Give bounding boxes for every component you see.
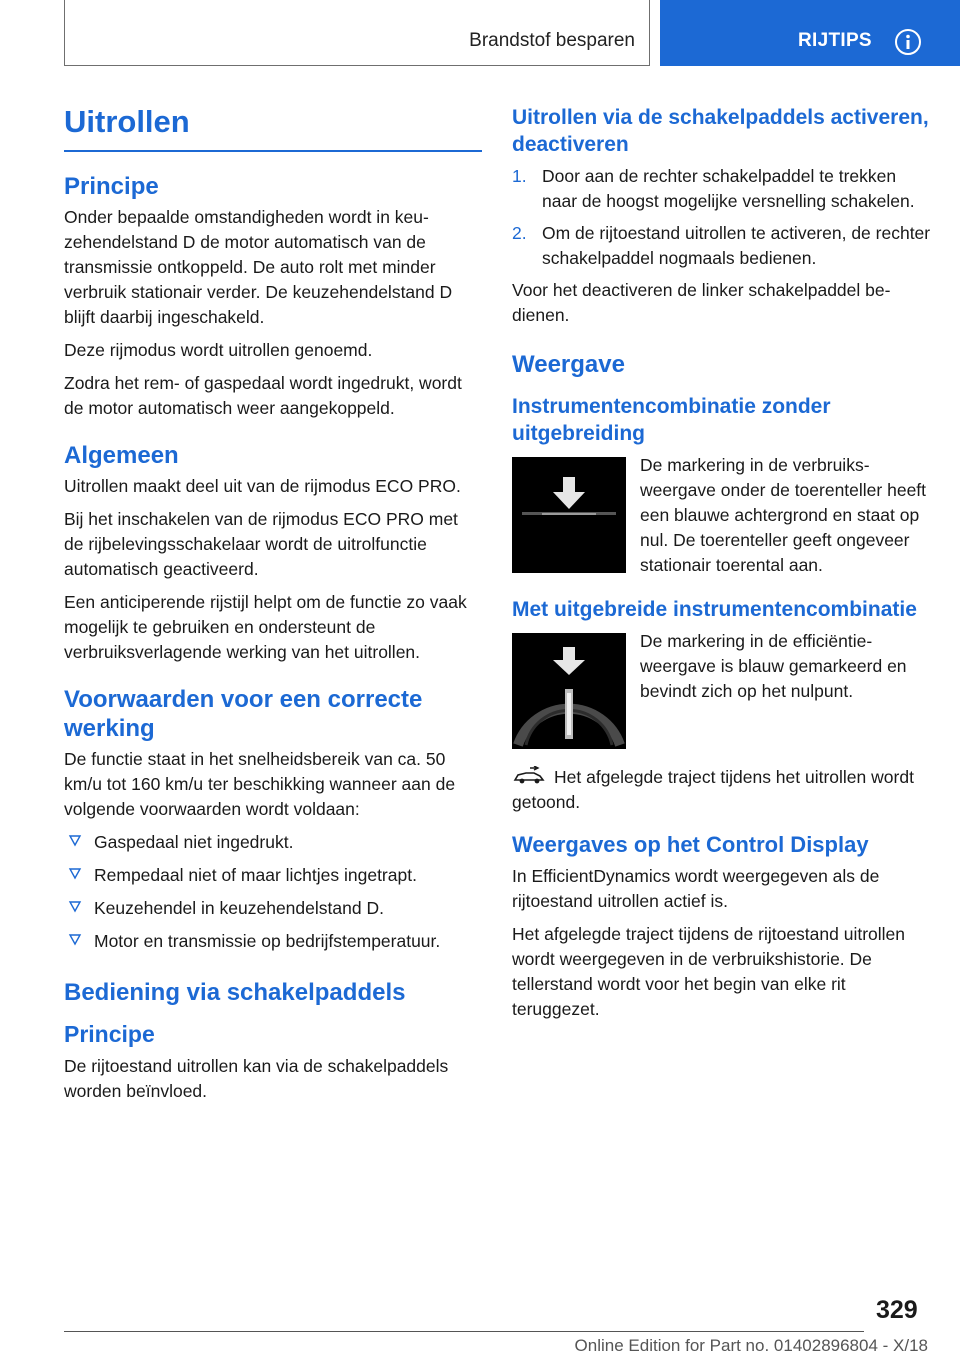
list-item-text: Motor en transmissie op bedrijfstemperatuur.	[94, 931, 441, 951]
list-item-text: Rempedaal niet of maar lichtjes ingetrapt.	[94, 865, 417, 885]
extended-cluster-image	[512, 633, 626, 749]
paragraph: Deze rijmodus wordt uitrollen genoemd.	[64, 340, 373, 360]
header-tab-rijtips[interactable]	[660, 0, 960, 66]
paragraph: Een anticiperende rijstijl helpt om de functie zo vaak mogelijk te gebruiken en ondersteunt de verbruiksverlagende werking van het uitrollen.	[64, 592, 467, 662]
step-text: Om de rijtoestand uitrollen te activeren, de rechter schakelpaddel nogmaals bedienen.	[542, 223, 931, 268]
step-number: 2.	[512, 223, 527, 243]
coasting-car-icon	[512, 766, 546, 786]
step-text: Door aan de rechter schakelpaddel te trekken naar de hoogst mogelijke versnelling schakelen.	[542, 166, 915, 211]
section-title: Brandstof besparen	[469, 30, 635, 51]
triangle-bullet-icon	[68, 834, 82, 848]
steps-list	[512, 164, 932, 271]
conditions-list	[64, 830, 482, 954]
triangle-bullet-icon	[68, 900, 82, 914]
figure-row-basic	[512, 457, 932, 578]
triangle-bullet-icon	[68, 933, 82, 947]
heading-bediening: Bediening via schakelpaddels	[64, 979, 406, 1006]
figure-row-extended	[512, 633, 932, 749]
left-column	[64, 100, 482, 1112]
edition-text: Online Edition for Part no. 01402896804 - X/18	[574, 1336, 928, 1355]
list-item-text: Keuzehendel in keuzehendelstand D.	[94, 898, 384, 918]
info-circle-icon[interactable]	[894, 28, 922, 56]
page-title: Uitrollen	[64, 100, 482, 152]
heading-zonder-uitbreiding: Instrumentencombinatie zonder uitgebreiding	[512, 395, 831, 445]
figure-caption: De markering in de verbruiksweergave onder de toerenteller heeft een blauwe achtergrond en staat op nul. De toerenteller geeft ongeveer stationair toerental aan.	[640, 455, 927, 575]
footer-divider	[64, 1331, 864, 1332]
list-item-text: Gaspedaal niet ingedrukt.	[94, 832, 294, 852]
triangle-bullet-icon	[68, 867, 82, 881]
basic-cluster-image	[512, 457, 626, 573]
step-item	[512, 221, 932, 271]
right-column	[512, 100, 932, 1030]
step-number: 1.	[512, 166, 527, 186]
heading-control-display: Weergaves op het Control Display	[512, 832, 869, 857]
paragraph: Uitrollen maakt deel uit van de rijmodus ECO PRO.	[64, 476, 461, 496]
paragraph: Zodra het rem- of gaspedaal wordt ingedrukt, wordt de motor automatisch weer aangekoppeld.	[64, 373, 462, 418]
paragraph: De functie staat in het snelheidsbereik van ca. 50 km/u tot 160 km/u ter beschikking wanneer aan de volgende voorwaarden wordt voldaan:	[64, 749, 456, 819]
heading-principe: Principe	[64, 173, 159, 200]
heading-met-uitbreiding: Met uitgebreide instrumentencombinatie	[512, 598, 917, 621]
figure-caption: De markering in de efficiëntieweergave is blauw gemarkeerd en bevindt zich op het nulpunt.	[640, 631, 907, 701]
step-item	[512, 164, 932, 214]
heading-activeren: Uitrollen via de schakelpaddels activeren, deactiveren	[512, 106, 929, 156]
paragraph-traject	[512, 765, 932, 815]
heading-voorwaarden: Voorwaarden voor een correcte werking	[64, 686, 423, 742]
paragraph: Voor het deactiveren de linker schakelpaddel bedienen.	[512, 280, 891, 325]
list-item	[64, 830, 482, 855]
paragraph: De rijtoestand uitrollen kan via de schakelpaddels worden beïnvloed.	[64, 1056, 449, 1101]
paragraph: Het afgelegde traject tijdens de rijtoestand uitrollen wordt weergegeven in de verbruikshistorie. De tellerstand wordt voor het begin van elke rit teruggezet.	[512, 924, 906, 1019]
heading-algemeen: Algemeen	[64, 442, 179, 469]
heading-bediening-principe: Principe	[64, 1021, 155, 1047]
list-item	[64, 863, 482, 888]
traject-text: Het afgelegde traject tijdens het uitrollen wordt getoond.	[512, 767, 914, 812]
tab-label: RIJTIPS	[798, 30, 872, 51]
paragraph: In EfficientDynamics wordt weergegeven als de rijtoestand uitrollen actief is.	[512, 866, 880, 911]
page-number: 329	[876, 1296, 918, 1324]
heading-weergave: Weergave	[512, 351, 625, 378]
list-item	[64, 896, 482, 921]
list-item	[64, 929, 482, 954]
paragraph: Onder bepaalde omstandigheden wordt in keuzehendelstand D de motor automatisch van de transmissie ontkoppeld. De auto rolt met minder verbruik stationair verder. De keuzehendelstand D blijft daarbij ingeschakeld.	[64, 207, 453, 327]
paragraph: Bij het inschakelen van de rijmodus ECO PRO met de rijbelevingsschakelaar wordt de uitrolfunctie automatisch geactiveerd.	[64, 509, 458, 579]
header-section-box	[64, 0, 650, 66]
